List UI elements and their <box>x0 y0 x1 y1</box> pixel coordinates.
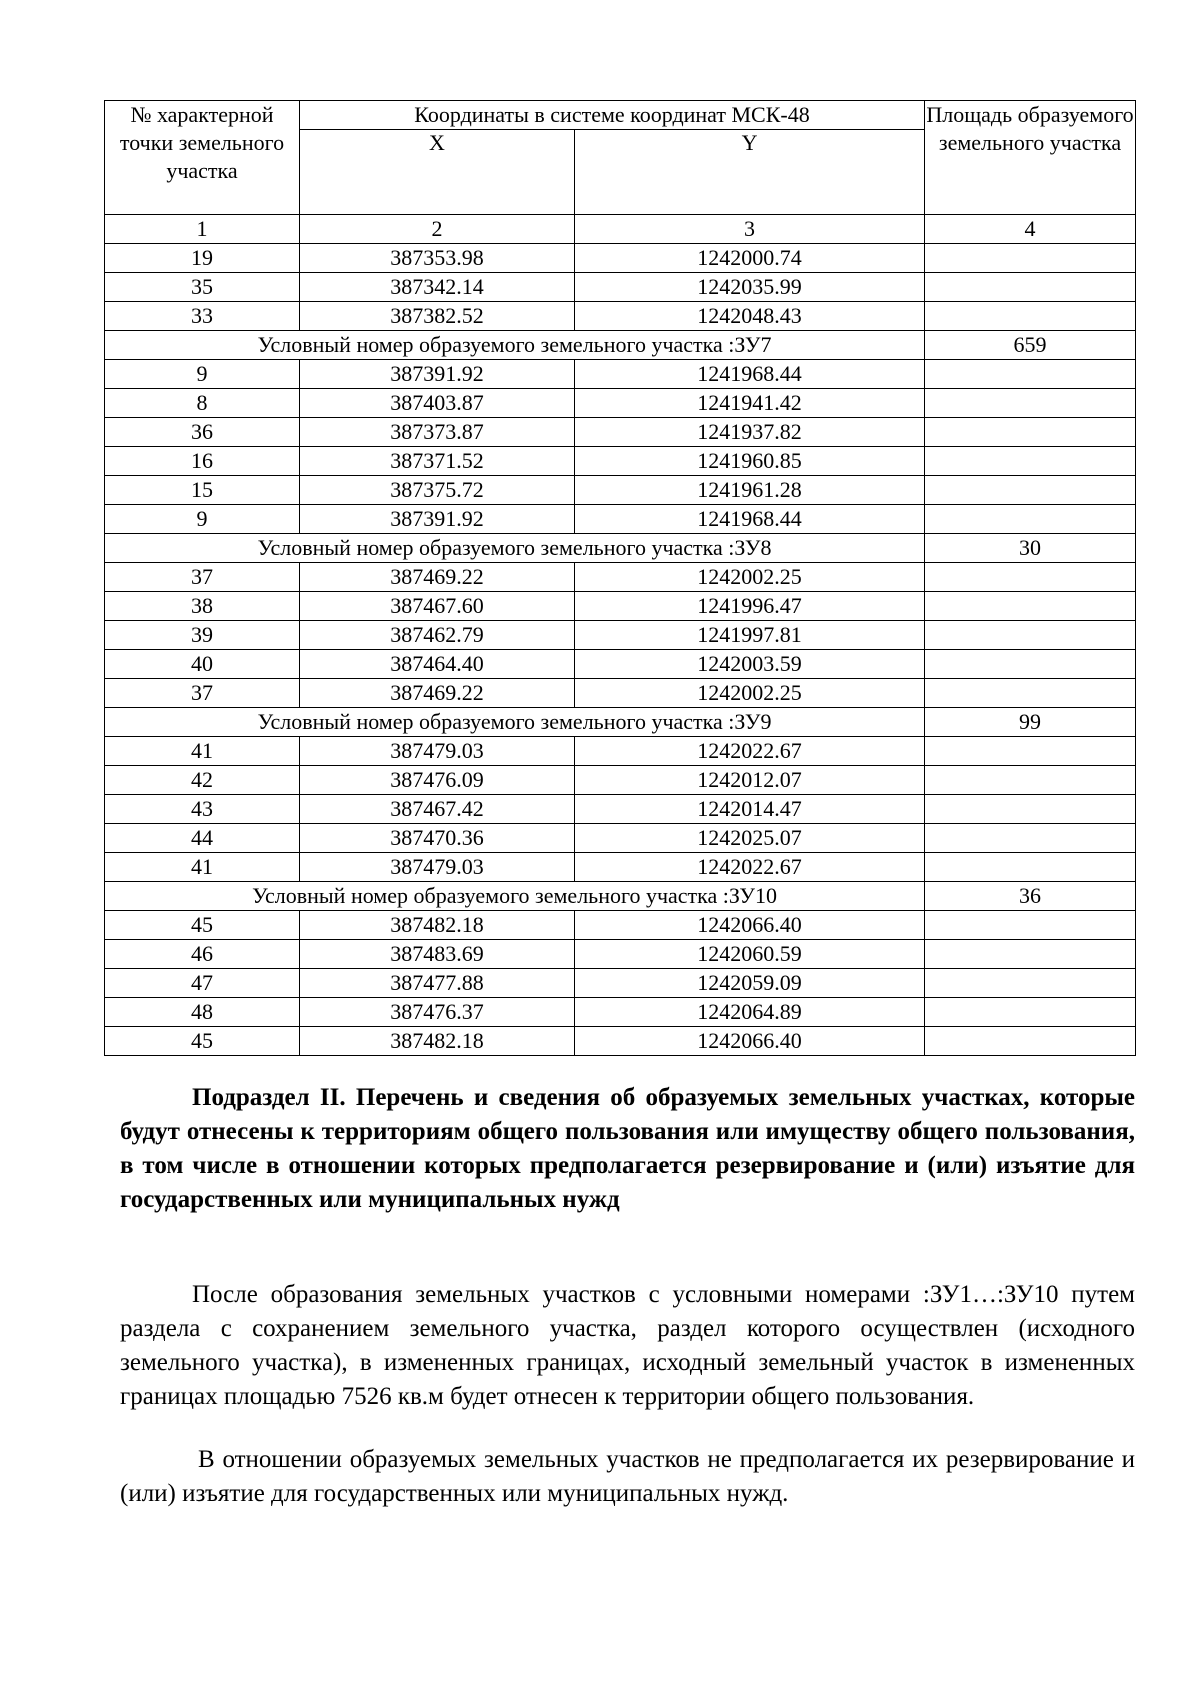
area-cell <box>925 766 1136 795</box>
point-number: 33 <box>105 302 300 331</box>
point-number: 45 <box>105 911 300 940</box>
area-cell <box>925 998 1136 1027</box>
table-row <box>105 940 1136 969</box>
x-coordinate: 387482.18 <box>300 1027 575 1056</box>
y-coordinate: 1241937.82 <box>575 418 925 447</box>
y-coordinate: 1242014.47 <box>575 795 925 824</box>
table-row <box>105 795 1136 824</box>
x-coordinate: 387353.98 <box>300 244 575 273</box>
y-coordinate: 1241941.42 <box>575 389 925 418</box>
group-row <box>105 331 1136 360</box>
x-coordinate: 387467.60 <box>300 592 575 621</box>
table-row <box>105 592 1136 621</box>
point-number: 8 <box>105 389 300 418</box>
header-coordinates: Координаты в системе координат МСК-48 <box>300 101 925 130</box>
x-coordinate: 387382.52 <box>300 302 575 331</box>
y-coordinate: 1242066.40 <box>575 911 925 940</box>
area-cell <box>925 679 1136 708</box>
paragraph-1: После образования земельных участков с условными номерами :ЗУ1…:ЗУ10 путем раздела с сохранением земельного участка, раздел которого осуществлен (исходного земельного участка), в измененных границах, исходный земельный участок в измененных границах площадью 7526 кв.м будет отнесен к территории общего пользования. <box>120 1281 1135 1410</box>
table-row <box>105 360 1136 389</box>
area-cell <box>925 360 1136 389</box>
area-cell <box>925 563 1136 592</box>
area-cell <box>925 737 1136 766</box>
group-area: 36 <box>925 882 1136 911</box>
table-row <box>105 505 1136 534</box>
area-cell <box>925 621 1136 650</box>
group-area: 659 <box>925 331 1136 360</box>
paragraph-2: В отношении образуемых земельных участков не предполагается их резервирование и (или) изъятие для государственных или муниципальных нужд. <box>120 1446 1135 1507</box>
area-cell <box>925 969 1136 998</box>
point-number: 44 <box>105 824 300 853</box>
x-coordinate: 387342.14 <box>300 273 575 302</box>
area-cell <box>925 824 1136 853</box>
x-coordinate: 387373.87 <box>300 418 575 447</box>
y-coordinate: 1241961.28 <box>575 476 925 505</box>
y-coordinate: 1241996.47 <box>575 592 925 621</box>
x-coordinate: 387403.87 <box>300 389 575 418</box>
x-coordinate: 387375.72 <box>300 476 575 505</box>
area-cell <box>925 302 1136 331</box>
area-cell <box>925 476 1136 505</box>
y-coordinate: 1242066.40 <box>575 1027 925 1056</box>
column-number: 1 <box>105 215 300 244</box>
y-coordinate: 1242048.43 <box>575 302 925 331</box>
table-row <box>105 389 1136 418</box>
area-cell <box>925 795 1136 824</box>
y-coordinate: 1241968.44 <box>575 505 925 534</box>
y-coordinate: 1242002.25 <box>575 679 925 708</box>
point-number: 41 <box>105 737 300 766</box>
y-coordinate: 1242000.74 <box>575 244 925 273</box>
x-coordinate: 387391.92 <box>300 505 575 534</box>
x-coordinate: 387476.09 <box>300 766 575 795</box>
table-row <box>105 650 1136 679</box>
table-row <box>105 563 1136 592</box>
group-row <box>105 882 1136 911</box>
x-coordinate: 387467.42 <box>300 795 575 824</box>
x-coordinate: 387470.36 <box>300 824 575 853</box>
x-coordinate: 387479.03 <box>300 737 575 766</box>
table-row <box>105 998 1136 1027</box>
table-row <box>105 1027 1136 1056</box>
header-y: Y <box>575 130 925 215</box>
group-label: Условный номер образуемого земельного участка :ЗУ10 <box>105 882 925 911</box>
table-row <box>105 302 1136 331</box>
area-cell <box>925 1027 1136 1056</box>
y-coordinate: 1242003.59 <box>575 650 925 679</box>
area-cell <box>925 244 1136 273</box>
area-cell <box>925 505 1136 534</box>
coordinates-table <box>104 100 1136 1056</box>
x-coordinate: 387371.52 <box>300 447 575 476</box>
x-coordinate: 387391.92 <box>300 360 575 389</box>
x-coordinate: 387476.37 <box>300 998 575 1027</box>
table-row <box>105 418 1136 447</box>
point-number: 16 <box>105 447 300 476</box>
group-area: 30 <box>925 534 1136 563</box>
area-cell <box>925 592 1136 621</box>
y-coordinate: 1242022.67 <box>575 853 925 882</box>
table-row <box>105 273 1136 302</box>
group-area: 99 <box>925 708 1136 737</box>
table-row <box>105 737 1136 766</box>
table-row <box>105 766 1136 795</box>
x-coordinate: 387469.22 <box>300 563 575 592</box>
group-label: Условный номер образуемого земельного участка :ЗУ7 <box>105 331 925 360</box>
point-number: 45 <box>105 1027 300 1056</box>
y-coordinate: 1242012.07 <box>575 766 925 795</box>
point-number: 37 <box>105 563 300 592</box>
table-row <box>105 911 1136 940</box>
table-row <box>105 621 1136 650</box>
x-coordinate: 387462.79 <box>300 621 575 650</box>
point-number: 39 <box>105 621 300 650</box>
y-coordinate: 1242002.25 <box>575 563 925 592</box>
table-body <box>105 244 1136 1056</box>
area-cell <box>925 273 1136 302</box>
column-number: 3 <box>575 215 925 244</box>
x-coordinate: 387479.03 <box>300 853 575 882</box>
y-coordinate: 1241968.44 <box>575 360 925 389</box>
area-cell <box>925 853 1136 882</box>
point-number: 38 <box>105 592 300 621</box>
point-number: 43 <box>105 795 300 824</box>
point-number: 36 <box>105 418 300 447</box>
group-row <box>105 534 1136 563</box>
point-number: 37 <box>105 679 300 708</box>
area-cell <box>925 389 1136 418</box>
x-coordinate: 387483.69 <box>300 940 575 969</box>
area-cell <box>925 650 1136 679</box>
table-row <box>105 679 1136 708</box>
column-number: 4 <box>925 215 1136 244</box>
area-cell <box>925 911 1136 940</box>
point-number: 41 <box>105 853 300 882</box>
table-row <box>105 447 1136 476</box>
table-row <box>105 969 1136 998</box>
area-cell <box>925 940 1136 969</box>
table-row <box>105 853 1136 882</box>
area-cell <box>925 418 1136 447</box>
table-row <box>105 244 1136 273</box>
point-number: 46 <box>105 940 300 969</box>
point-number: 9 <box>105 360 300 389</box>
y-coordinate: 1242064.89 <box>575 998 925 1027</box>
group-label: Условный номер образуемого земельного участка :ЗУ8 <box>105 534 925 563</box>
point-number: 40 <box>105 650 300 679</box>
y-coordinate: 1241997.81 <box>575 621 925 650</box>
table-row <box>105 824 1136 853</box>
x-coordinate: 387477.88 <box>300 969 575 998</box>
point-number: 48 <box>105 998 300 1027</box>
point-number: 47 <box>105 969 300 998</box>
point-number: 42 <box>105 766 300 795</box>
x-coordinate: 387482.18 <box>300 911 575 940</box>
header-point-number: № характерной точки земельного участка <box>105 101 300 215</box>
header-x: X <box>300 130 575 215</box>
point-number: 35 <box>105 273 300 302</box>
area-cell <box>925 447 1136 476</box>
y-coordinate: 1242060.59 <box>575 940 925 969</box>
y-coordinate: 1241960.85 <box>575 447 925 476</box>
column-number: 2 <box>300 215 575 244</box>
header-area: Площадь образуемого земельного участка <box>925 101 1136 215</box>
group-row <box>105 708 1136 737</box>
point-number: 15 <box>105 476 300 505</box>
y-coordinate: 1242022.67 <box>575 737 925 766</box>
point-number: 9 <box>105 505 300 534</box>
y-coordinate: 1242025.07 <box>575 824 925 853</box>
section-heading: Подраздел II. Перечень и сведения об образуемых земельных участках, которые будут отнесены к территориям общего пользования или имуществу общего пользования, в том числе в отношении которых предполагается резервирование и (или) изъятие для государственных или муниципальных нужд <box>120 1084 1135 1213</box>
x-coordinate: 387469.22 <box>300 679 575 708</box>
x-coordinate: 387464.40 <box>300 650 575 679</box>
column-numbers-row <box>105 215 1136 244</box>
y-coordinate: 1242059.09 <box>575 969 925 998</box>
y-coordinate: 1242035.99 <box>575 273 925 302</box>
group-label: Условный номер образуемого земельного участка :ЗУ9 <box>105 708 925 737</box>
table-row <box>105 476 1136 505</box>
point-number: 19 <box>105 244 300 273</box>
